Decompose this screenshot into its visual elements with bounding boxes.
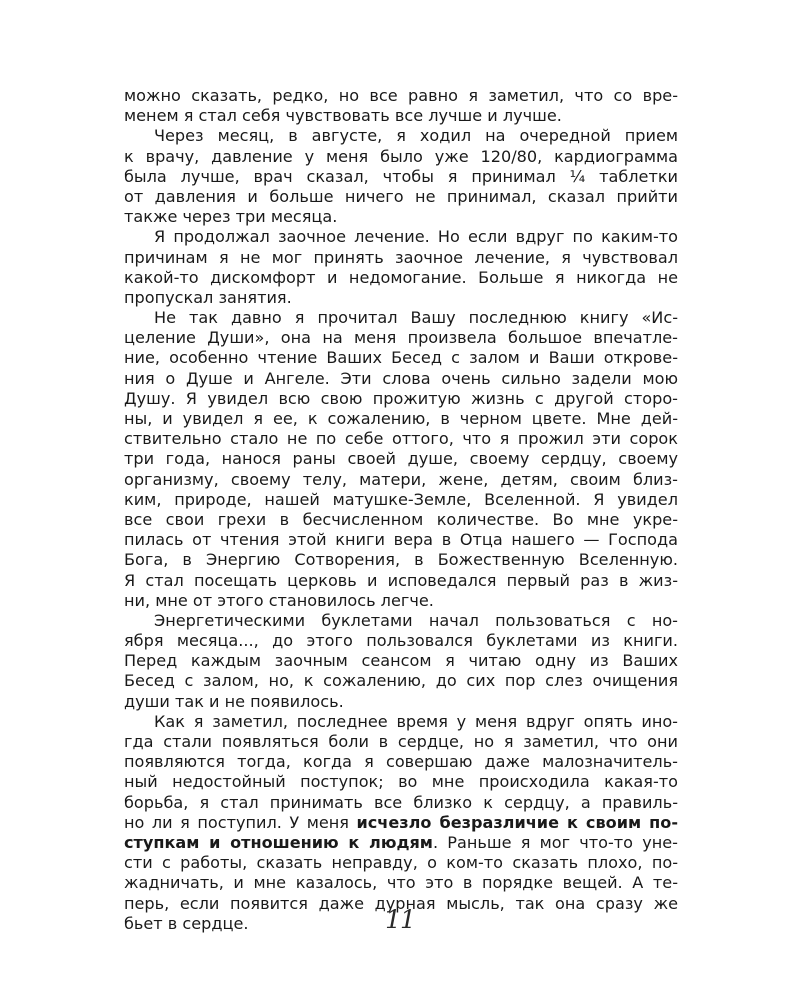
text-line: целение Души», она на меня произвела большое впечатле- — [124, 328, 678, 348]
text-line: ный недостойный поступок; во мне происходила какая-то — [124, 772, 678, 792]
text-line: ким, природе, нашей матушке-Земле, Вселенной. Я увидел — [124, 489, 678, 509]
text-line: жадничать, и мне казалось, что это в порядке вещей. А те- — [124, 873, 678, 893]
text-line: Как я заметил, последнее время у меня вдруг опять ино- — [154, 711, 678, 731]
text-line: пилась от чтения этой книги вера в Отца нашего — Господа — [124, 530, 678, 550]
text-line: Душу. Я увидел всю свою прожитую жизнь с другой сторо- — [124, 388, 678, 408]
text-line — [124, 833, 678, 853]
text-line: души так и не появилось. — [124, 691, 344, 711]
text-line: все свои грехи в бесчисленном количестве. Во мне укре- — [124, 509, 678, 529]
text-line: какой-то дискомфорт и недомогание. Больше я никогда не — [124, 267, 678, 287]
text-line: менем я стал себя чувствовать все лучше и лучше. — [124, 106, 562, 126]
text-line: также через три месяца. — [124, 207, 338, 227]
text-line: ствительно стало не по себе оттого, что я прожил эти сорок — [124, 429, 678, 449]
text-line: Я стал посещать церковь и исповедался первый раз в жиз- — [124, 570, 678, 590]
text-line: три года, нанося раны своей душе, своему сердцу, своему — [124, 449, 678, 469]
text-line — [124, 813, 678, 833]
text-line: пропускал занятия. — [124, 287, 292, 307]
text-line: Перед каждым заочным сеансом я читаю одну из Ваших — [124, 651, 678, 671]
text-run: но ли я поступил. У меня — [124, 812, 357, 832]
text-run: . Раньше я мог что-то уне- — [432, 832, 678, 852]
text-line: Энергетическими буклетами начал пользоваться с но- — [154, 610, 678, 630]
text-line: перь, если появится даже дурная мысль, так она сразу же — [124, 893, 678, 913]
text-line: бьет в сердце. — [124, 913, 249, 933]
text-line: ни, мне от этого становилось легче. — [124, 590, 434, 610]
bold-text: ступкам и отношению к людям — [124, 832, 433, 852]
text-line: причинам я не мог принять заочное лечение, я чувствовал — [124, 247, 678, 267]
text-line: от давления и больше ничего не принимал, сказал прийти — [124, 186, 678, 206]
page-number: 11 — [385, 905, 415, 934]
text-line: гда стали появляться боли в сердце, но я заметил, что они — [124, 732, 678, 751]
text-line: борьба, я стал принимать все близко к сердцу, а правиль- — [124, 792, 678, 812]
text-line: была лучше, врач сказал, чтобы я принимал ¼ таблетки — [124, 166, 678, 186]
text-line: Не так давно я прочитал Вашу последнюю книгу «Ис- — [154, 308, 678, 328]
bold-text: исчезло безразличие к своим по- — [356, 812, 678, 832]
text-line: ния о Душе и Ангеле. Эти слова очень сильно задели мою — [124, 368, 678, 388]
text-line: Я продолжал заочное лечение. Но если вдруг по каким-то — [154, 227, 678, 247]
text-line: ября месяца..., до этого пользовался буклетами из книги. — [124, 631, 678, 651]
text-line: организму, своему телу, матери, жене, детям, своим близ- — [124, 469, 678, 489]
text-line: появляются тогда, когда я совершаю даже малозначитель- — [124, 752, 678, 772]
text-line: сти с работы, сказать неправду, о ком-то сказать плохо, по- — [124, 853, 678, 873]
text-line: Бесед с залом, но, к сожалению, до сих пор слез очищения — [124, 671, 678, 691]
text-line: к врачу, давление у меня было уже 120/80, кардиограмма — [124, 146, 678, 166]
text-line: Бога, в Энергию Сотворения, в Божественную Вселенную. — [124, 550, 678, 570]
page-body — [124, 86, 678, 934]
text-line: можно сказать, редко, но все равно я заметил, что со вре- — [124, 86, 678, 105]
text-line: Через месяц, в августе, я ходил на очередной прием — [154, 126, 678, 146]
text-line: ны, и увидел я ее, к сожалению, в черном цвете. Мне дей- — [124, 409, 678, 428]
text-line: ние, особенно чтение Ваших Бесед с залом и Ваши открове- — [124, 348, 678, 368]
